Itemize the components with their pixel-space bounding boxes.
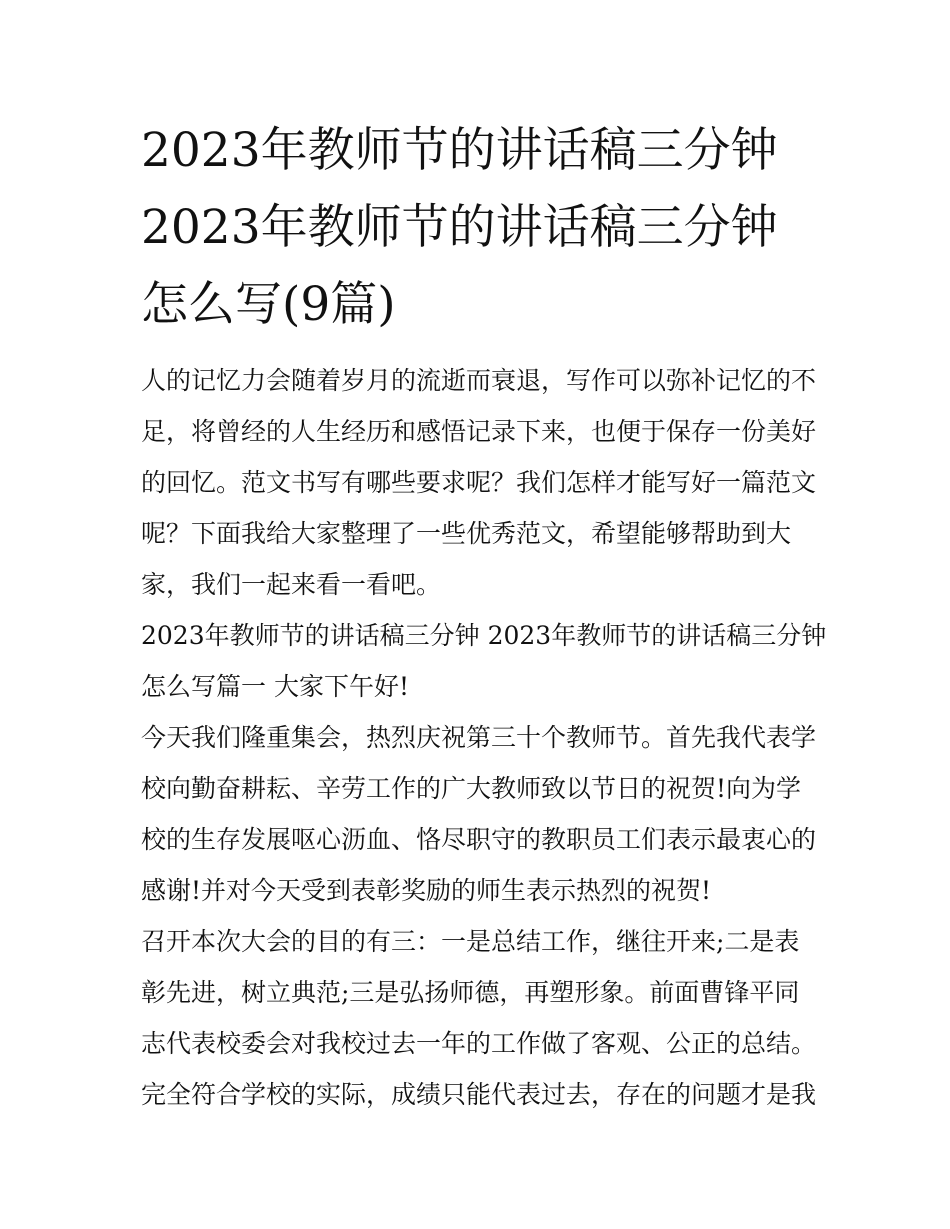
text-line: 的回忆。范文书写有哪些要求呢？我们怎样才能写好一篇范文 — [141, 468, 817, 497]
text-line: 志代表校委会对我校过去一年的工作做了客观、公正的总结。 — [141, 1029, 817, 1058]
text-line: 完全符合学校的实际，成绩只能代表过去，存在的问题才是我 — [141, 1080, 817, 1109]
text-line: 彰先进，树立典范;三是弘扬师德，再塑形象。前面曹锋平同 — [141, 978, 800, 1007]
document-title — [141, 112, 813, 343]
document-page — [141, 112, 827, 1120]
title-line: 2023年教师节的讲话稿三分钟 — [141, 123, 778, 178]
body-paragraph — [141, 712, 817, 916]
text-line: 感谢!并对今天受到表彰奖励的师生表示热烈的祝贺! — [141, 876, 712, 905]
text-line: 今天我们隆重集会，热烈庆祝第三十个教师节。首先我代表学 — [141, 723, 817, 752]
text-line: 家，我们一起来看一看吧。 — [141, 570, 442, 599]
body-paragraph — [141, 916, 817, 1120]
text-line: 2023年教师节的讲话稿三分钟 2023年教师节的讲话稿三分钟 — [141, 621, 827, 650]
section-heading-paragraph — [141, 610, 827, 712]
text-line: 召开本次大会的目的有三：一是总结工作，继往开来;二是表 — [141, 927, 800, 956]
text-line: 足，将曾经的人生经历和感悟记录下来，也便于保存一份美好 — [141, 417, 817, 446]
text-line: 人的记忆力会随着岁月的流逝而衰退，写作可以弥补记忆的不 — [141, 366, 817, 395]
text-line: 校的生存发展呕心沥血、恪尽职守的教职员工们表示最衷心的 — [141, 825, 817, 854]
title-line: 2023年教师节的讲话稿三分钟 — [141, 200, 778, 255]
text-line: 怎么写篇一 大家下午好! — [141, 672, 409, 701]
text-line: 呢？下面我给大家整理了一些优秀范文，希望能够帮助到大 — [141, 519, 792, 548]
title-line: 怎么写(9篇) — [141, 277, 396, 332]
intro-paragraph — [141, 355, 817, 610]
text-line: 校向勤奋耕耘、辛劳工作的广大教师致以节日的祝贺!向为学 — [141, 774, 802, 803]
